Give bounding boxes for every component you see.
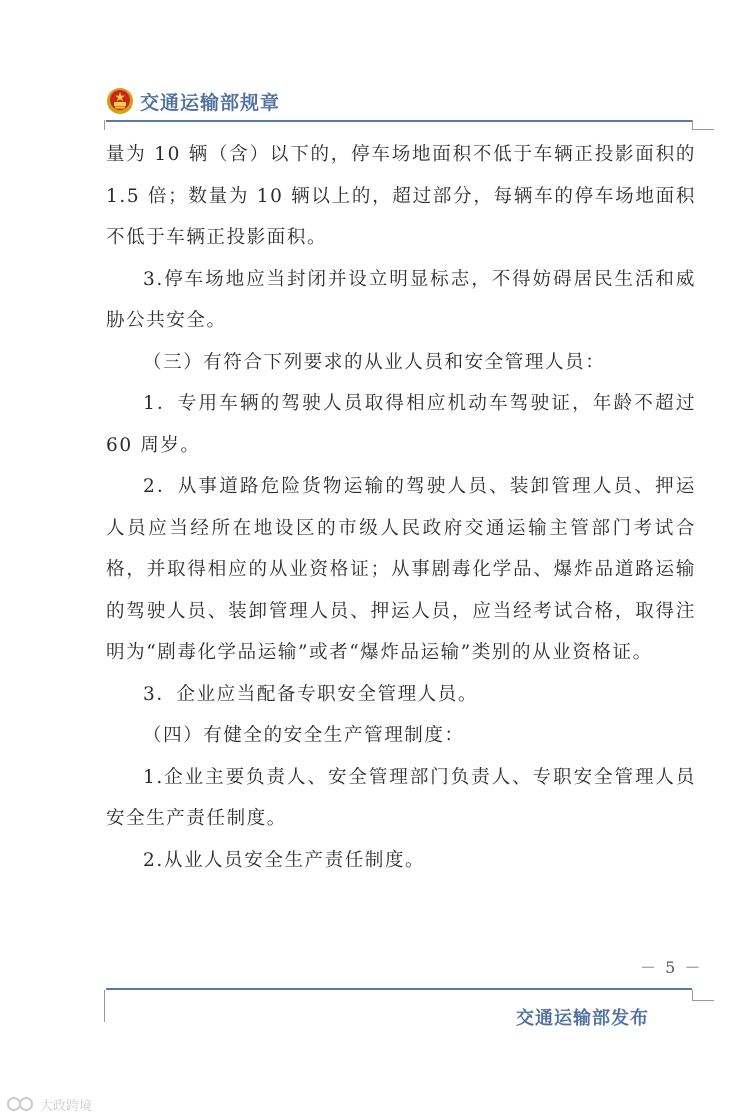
section-heading: （三）有符合下列要求的从业人员和安全管理人员： <box>143 351 606 373</box>
paragraph: 2.从业人员安全生产责任制度。 <box>143 849 426 871</box>
page-header <box>106 86 280 116</box>
corner-mark-bottom-right <box>692 1000 714 1001</box>
watermark-text: 大政跨境 <box>40 1098 93 1114</box>
national-emblem-icon <box>106 87 134 115</box>
paragraph: 1.企业主要负责人、安全管理部门负责人、专职安全管理人员安全生产责任制度。 <box>106 766 696 829</box>
section-heading: （四）有健全的安全生产管理制度： <box>143 725 465 746</box>
corner-mark-bottom-right-v <box>692 990 693 1000</box>
corner-mark-top-right-h <box>692 129 714 130</box>
corner-mark-top-left <box>104 120 105 130</box>
paragraph: 量为 10 辆（含）以下的，停车场地面积不低于车辆正投影面积的 1.5 倍；数量为 10 辆以上的，超过部分，每辆车的停车场地面积不低于车辆正投影面积。 <box>106 144 696 248</box>
paragraph: 3．企业应当配备专职安全管理人员。 <box>143 683 478 705</box>
corner-mark-bottom-left <box>104 990 105 1022</box>
footer-divider <box>106 988 692 990</box>
paragraph: 2．从事道路危险货物运输的驾驶人员、装卸管理人员、押运人员应当经所在地设区的市级人民政府交通运输主管部门考试合格，并取得相应的从业资格证；从事剧毒化学品、爆炸品道路运输的驾驶人员、装卸管理人员、押运人员，应当经考试合格，取得注明为“剧毒化学品运输”或者“爆炸品运输”类别的从业资格证。 <box>106 476 696 663</box>
page-number: － 5 － <box>640 958 703 977</box>
paragraph: 1．专用车辆的驾驶人员取得相应机动车驾驶证，年龄不超过 60 周岁。 <box>106 393 696 456</box>
paragraph: 3.停车场地应当封闭并设立明显标志，不得妨碍居民生活和威胁公共安全。 <box>106 268 696 331</box>
footer-publisher: 交通运输部发布 <box>516 1008 649 1029</box>
header-title: 交通运输部规章 <box>140 91 281 114</box>
document-body <box>106 134 696 881</box>
header-divider <box>106 120 692 122</box>
watermark <box>6 1094 92 1114</box>
watermark-logo-icon <box>6 1094 36 1114</box>
